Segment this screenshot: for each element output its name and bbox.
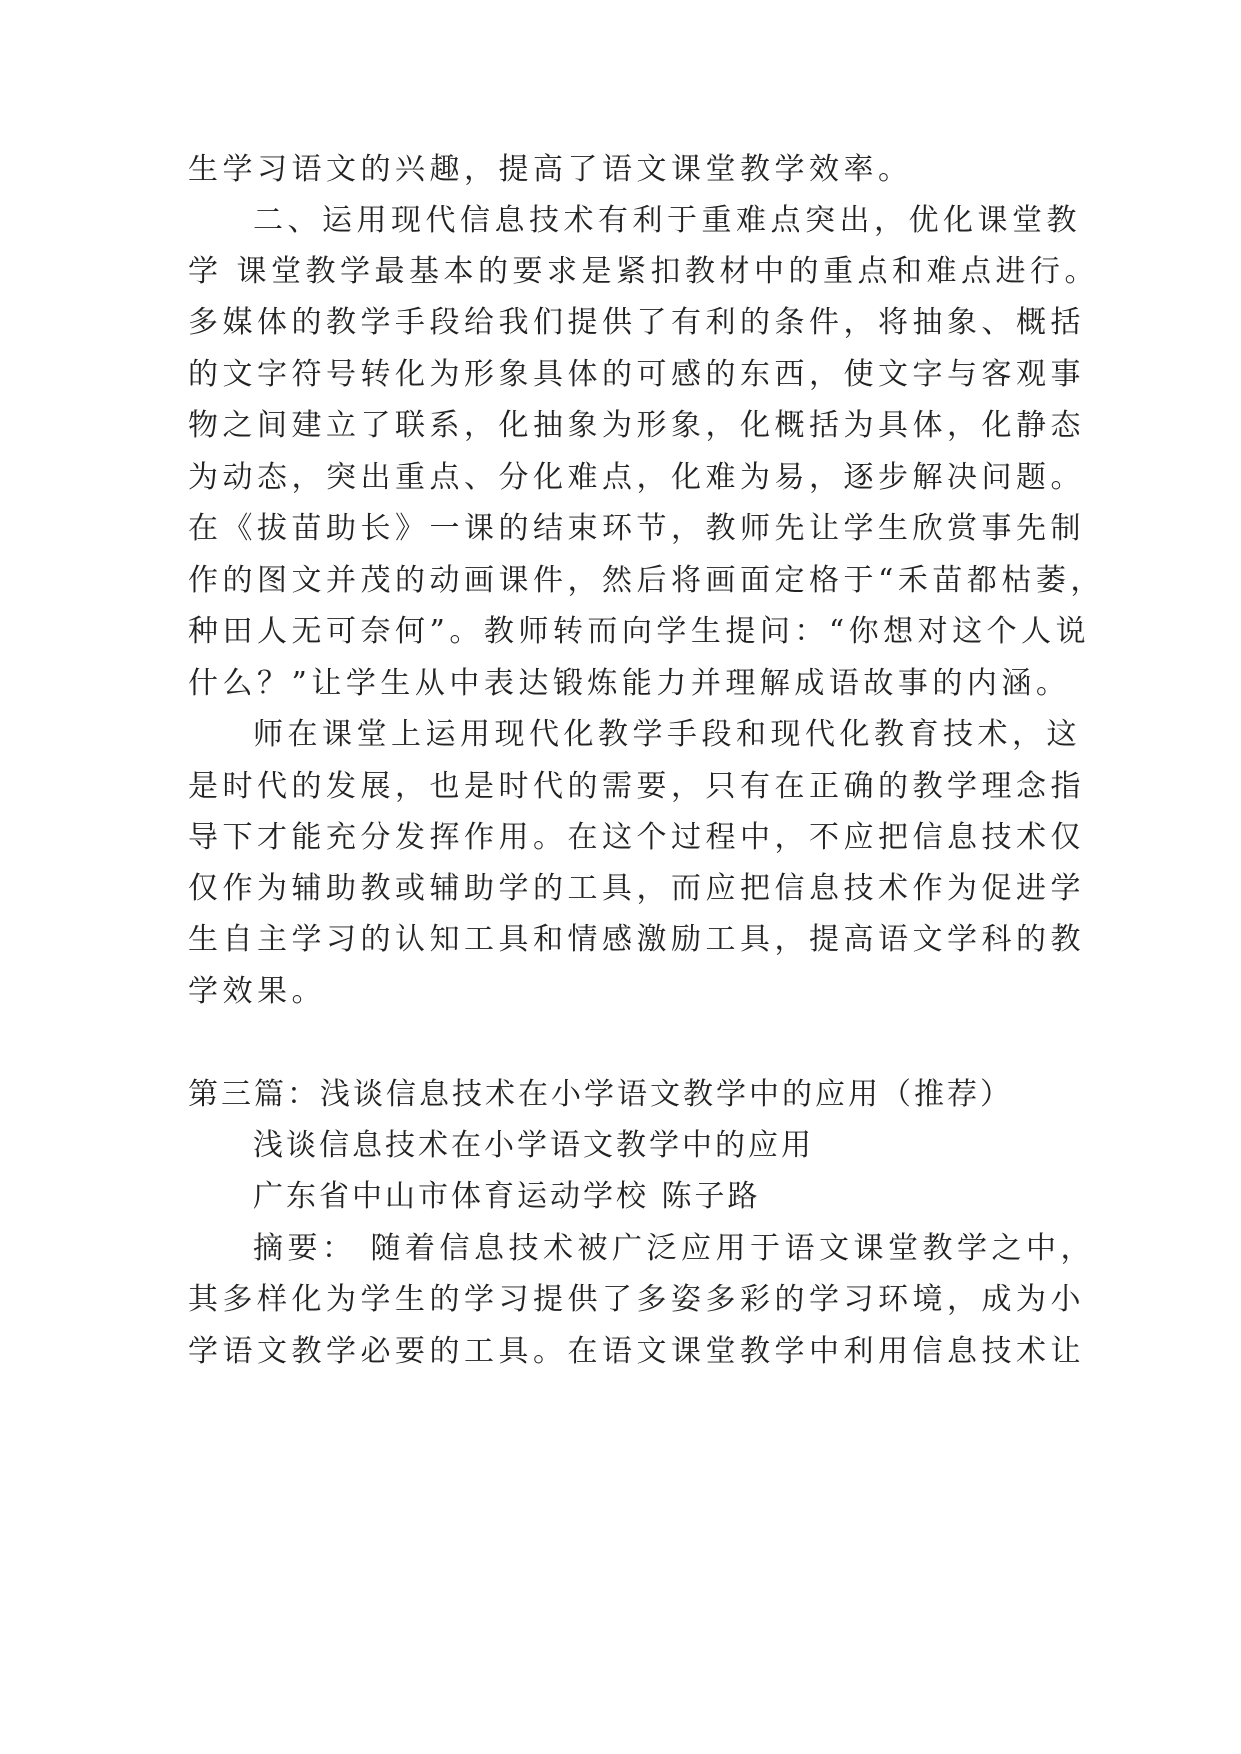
body-line: 物之间建立了联系，化抽象为形象，化概括为具体，化静态 bbox=[188, 408, 1085, 443]
body-line: 为动态，突出重点、分化难点，化难为易，逐步解决问题。 bbox=[188, 460, 1085, 495]
body-line: 生自主学习的认知工具和情感激励工具，提高语文学科的教 bbox=[188, 922, 1085, 957]
body-line: 的文字符号转化为形象具体的可感的东西，使文字与客观事 bbox=[188, 357, 1085, 392]
section-heading-line: 二、运用现代信息技术有利于重难点突出，优化课堂教 bbox=[253, 203, 1081, 238]
body-line: 学效果。 bbox=[188, 974, 326, 1009]
abstract-line: 摘要： 随着信息技术被广泛应用于语文课堂教学之中， bbox=[253, 1231, 1096, 1266]
body-line: 导下才能充分发挥作用。在这个过程中，不应把信息技术仅 bbox=[188, 820, 1085, 855]
abstract-line: 其多样化为学生的学习提供了多姿多彩的学习环境，成为小 bbox=[188, 1282, 1085, 1317]
body-line: 学 课堂教学最基本的要求是紧扣教材中的重点和难点进行。 bbox=[188, 254, 1100, 289]
abstract-line: 学语文教学必要的工具。在语文课堂教学中利用信息技术让 bbox=[188, 1334, 1085, 1369]
body-line: 作的图文并茂的动画课件，然后将画面定格于“禾苗都枯萎， bbox=[188, 563, 1105, 598]
body-line: 在《拔苗助长》一课的结束环节，教师先让学生欣赏事先制 bbox=[188, 511, 1085, 546]
article-title: 浅谈信息技术在小学语文教学中的应用 bbox=[253, 1128, 814, 1163]
author-line: 广东省中山市体育运动学校 陈子路 bbox=[253, 1179, 761, 1214]
body-line: 生学习语文的兴趣，提高了语文课堂教学效率。 bbox=[188, 152, 913, 187]
paragraph-start-line: 师在课堂上运用现代化教学手段和现代化教育技术，这 bbox=[253, 717, 1081, 752]
body-line: 种田人无可奈何”。教师转而向学生提问：“你想对这个人说 bbox=[188, 614, 1091, 649]
part-three-heading: 第三篇：浅谈信息技术在小学语文教学中的应用（推荐） bbox=[188, 1077, 1013, 1112]
body-line: 多媒体的教学手段给我们提供了有利的条件，将抽象、概括 bbox=[188, 305, 1085, 340]
body-line: 是时代的发展，也是时代的需要，只有在正确的教学理念指 bbox=[188, 769, 1085, 804]
body-line: 仅作为辅助教或辅助学的工具，而应把信息技术作为促进学 bbox=[188, 871, 1085, 906]
body-line: 什么？”让学生从中表达锻炼能力并理解成语故事的内涵。 bbox=[188, 666, 1071, 701]
